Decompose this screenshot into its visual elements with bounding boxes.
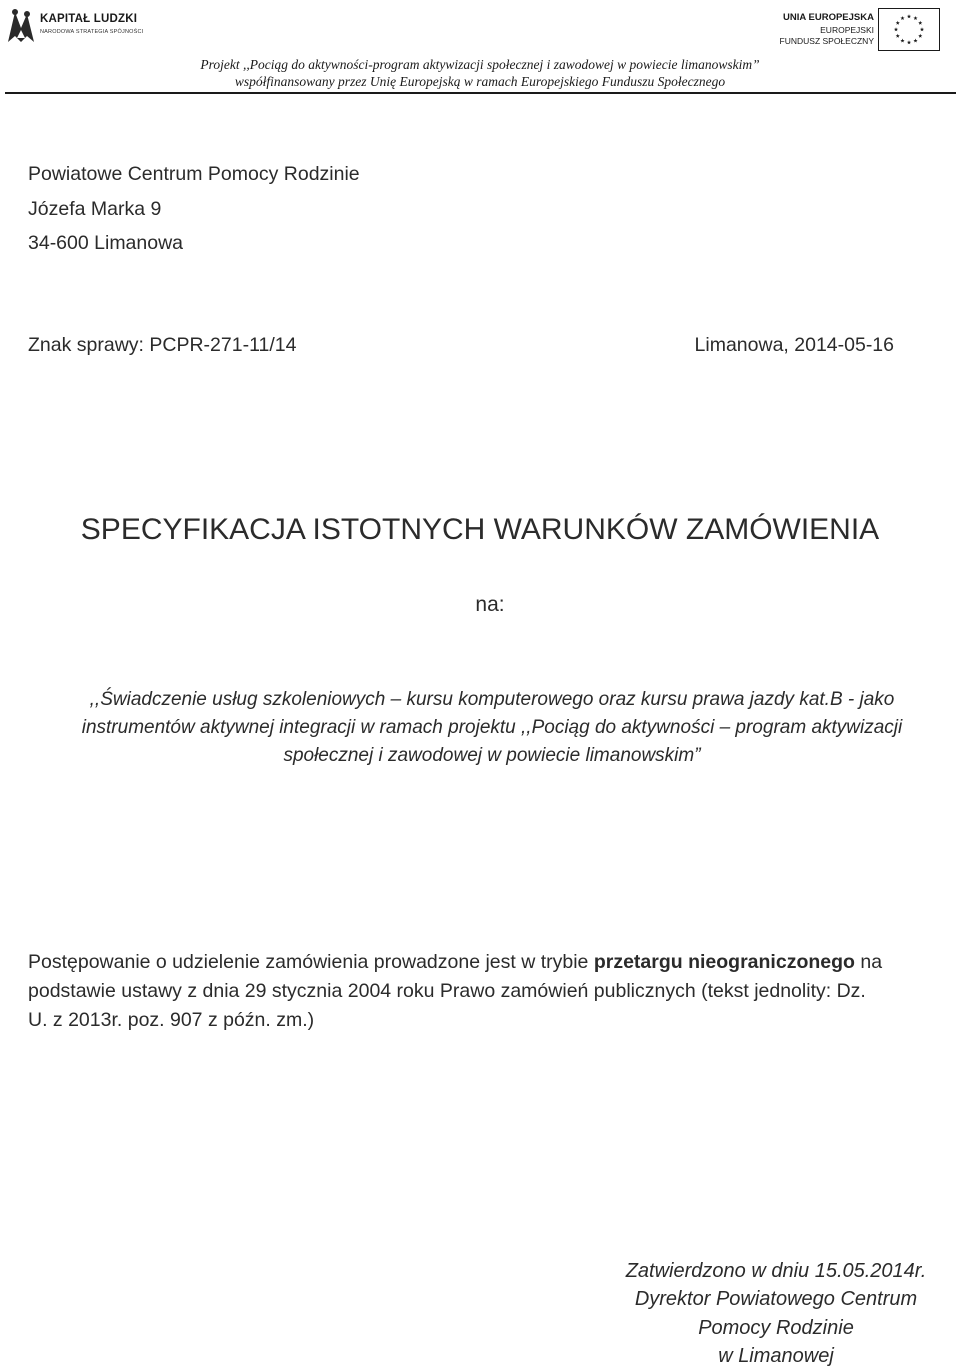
body-line-1-bold: przetargu nieograniczonego bbox=[593, 951, 855, 973]
signature-approved: Zatwierdzono w dniu 15.05.2014r. bbox=[625, 1260, 927, 1282]
project-line-2: współfinansowany przez Unię Europejską w ramach Europejskiego Funduszu Społecznego bbox=[234, 74, 726, 89]
eu-logo-line3: FUNDUSZ SPOŁECZNY bbox=[779, 36, 874, 46]
kapital-ludzki-title: KAPITAŁ LUDZKI bbox=[40, 13, 138, 25]
kapital-ludzki-logo bbox=[6, 8, 166, 44]
eu-logo-line2: EUROPEJSKI bbox=[820, 25, 874, 35]
subject-line-1: ,,Świadczenie usług szkoleniowych – kursu komputerowego oraz kursu prawa jazdy kat.B - jako bbox=[89, 689, 895, 710]
case-number: Znak sprawy: PCPR-271-11/14 bbox=[28, 334, 297, 356]
body-line-1 bbox=[28, 951, 882, 974]
header-divider bbox=[5, 92, 956, 94]
document-title: SPECYFIKACJA ISTOTNYCH WARUNKÓW ZAMÓWIENIA bbox=[80, 513, 880, 546]
document-title-na: na: bbox=[475, 593, 505, 616]
signature-title-3: w Limanowej bbox=[718, 1345, 834, 1367]
address-line-2: Józefa Marka 9 bbox=[28, 198, 162, 220]
body-line-1-pre: Postępowanie o udzielenie zamówienia prowadzone jest w trybie bbox=[28, 951, 594, 973]
body-line-2: podstawie ustawy z dnia 29 stycznia 2004 roku Prawo zamówień publicznych (tekst jednolity: Dz. bbox=[28, 980, 866, 1002]
body-line-1-post: na bbox=[854, 951, 883, 973]
place-date: Limanowa, 2014-05-16 bbox=[694, 334, 894, 356]
eu-logo-line1: UNIA EUROPEJSKA bbox=[783, 12, 874, 23]
project-line-1: Projekt ,,Pociąg do aktywności-program aktywizacji społecznej i zawodowej w powiecie limanowskim” bbox=[200, 57, 760, 72]
eu-logo bbox=[779, 8, 940, 52]
signature-title-1: Dyrektor Powiatowego Centrum bbox=[634, 1288, 918, 1310]
eu-flag-icon bbox=[878, 8, 940, 51]
signature-title-2: Pomocy Rodzinie bbox=[698, 1317, 854, 1339]
kapital-ludzki-subtitle: NARODOWA STRATEGIA SPÓJNOŚCI bbox=[40, 29, 144, 35]
address-line-1: Powiatowe Centrum Pomocy Rodzinie bbox=[28, 163, 360, 185]
subject-line-3: społecznej i zawodowej w powiecie limanowskim” bbox=[283, 745, 701, 766]
address-line-3: 34-600 Limanowa bbox=[28, 232, 184, 254]
body-line-3: U. z 2013r. poz. 907 z późn. zm.) bbox=[28, 1009, 315, 1031]
kapital-ludzki-icon bbox=[6, 8, 36, 44]
subject-line-2: instrumentów aktywnej integracji w ramach projektu ,,Pociąg do aktywności – program aktywizacji bbox=[81, 717, 903, 738]
